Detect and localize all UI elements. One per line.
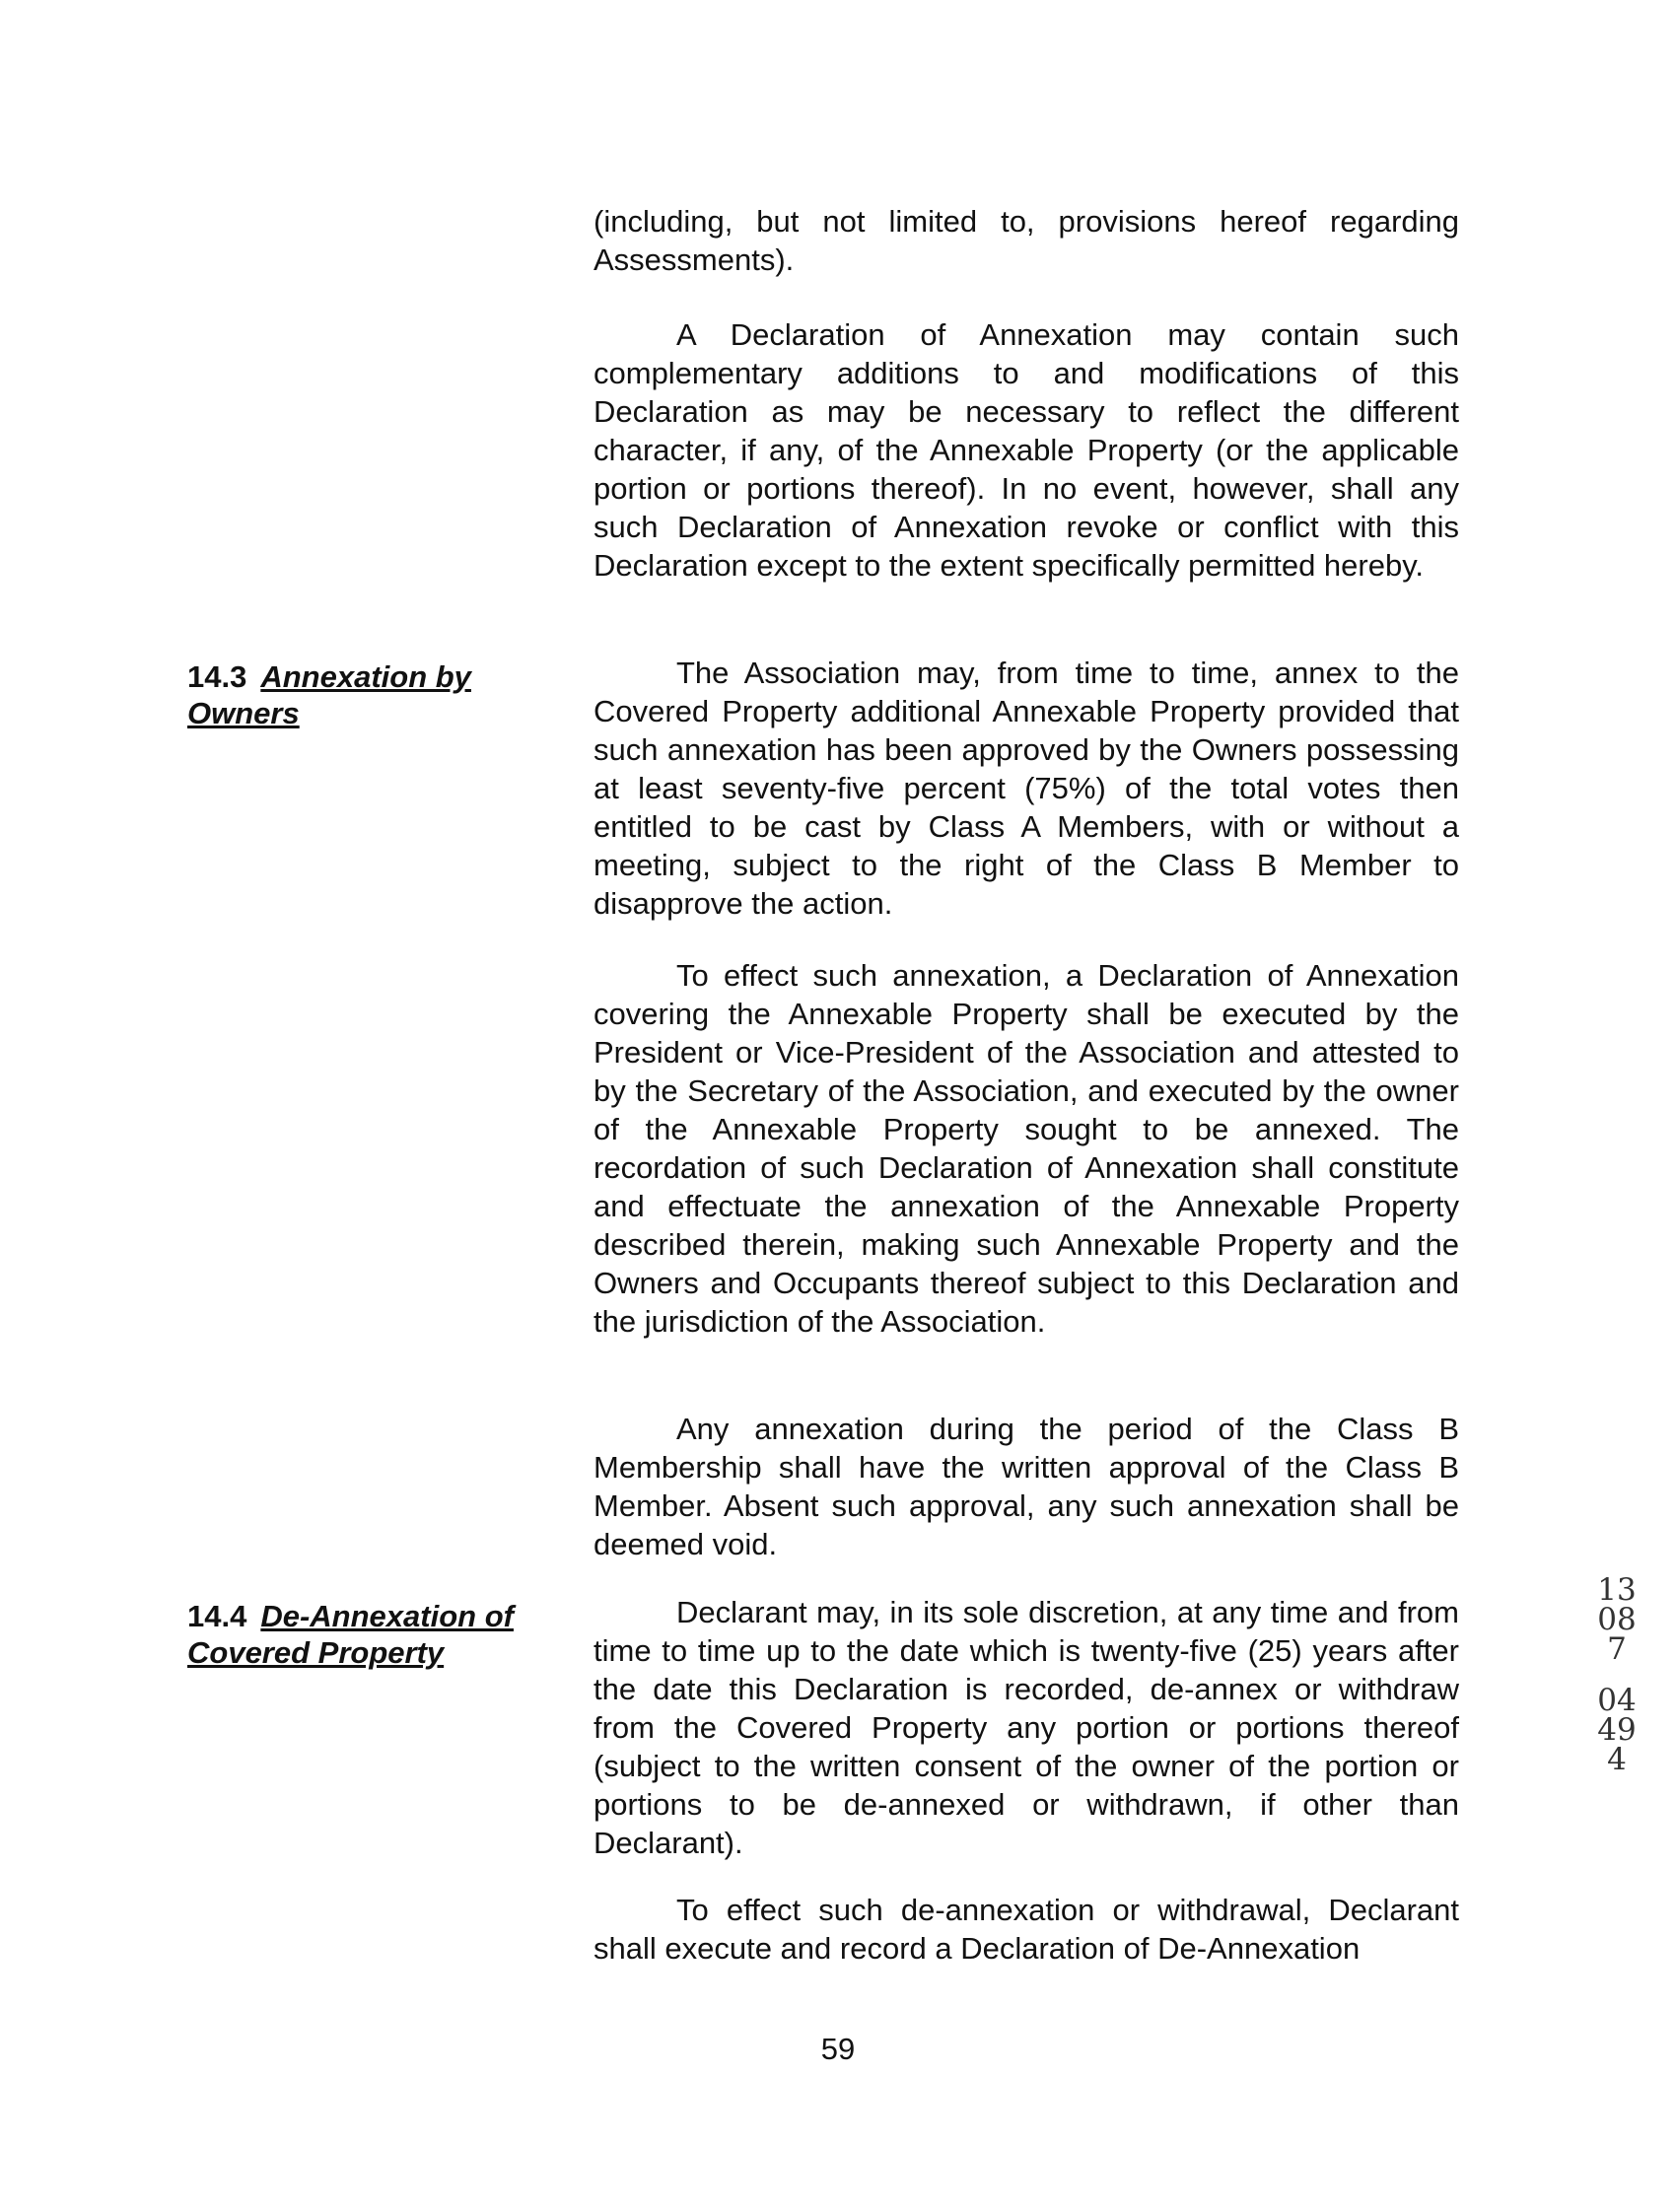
paragraph-annexation-by-owners bbox=[594, 654, 1459, 923]
section-title: De-Annexation of Covered Property bbox=[187, 1599, 514, 1670]
paragraph-effect-de-annexation bbox=[594, 1891, 1459, 1968]
stamp-book-number: 13087 bbox=[1597, 1572, 1637, 1667]
paragraph-text: (including, but not limited to, provisions hereof regarding Assessments). bbox=[594, 204, 1459, 277]
recording-stamp bbox=[1597, 1572, 1637, 1777]
section-heading-14-4 bbox=[187, 1598, 582, 1671]
stamp-page-number: 04494 bbox=[1597, 1683, 1637, 1777]
section-heading-14-3 bbox=[187, 658, 582, 731]
paragraph-text: Declarant may, in its sole discretion, at any time and from time to time up to the date which is twenty-five (25) years after the date this Declaration is recorded, de-annex or withdraw from the Covered Property any portion or portions thereof (subject to the written consent of the owner of the portion or portions to be de-annexed or withdrawn, if other than Declarant). bbox=[594, 1595, 1459, 1860]
paragraph-text: To effect such annexation, a Declaration of Annexation covering the Annexable Property shall be executed by the President or Vice-President of the Association and attested to by the Secretary of the Association, and executed by the owner of the Annexable Property sought to be annexed. The recordation of such Declaration of Annexation shall constitute and effectuate the annexation of the Annexable Property described therein, making such Annexable Property and the Owners and Occupants thereof subject to this Declaration and the jurisdiction of the Association. bbox=[594, 958, 1459, 1339]
paragraph-de-annexation bbox=[594, 1593, 1459, 1862]
section-title: Annexation by Owners bbox=[187, 659, 471, 730]
page-number: 59 bbox=[820, 2032, 856, 2066]
paragraph-text: Any annexation during the period of the Class B Membership shall have the written approval of the Class B Member. Absent such approval, any such annexation shall be deemed void. bbox=[594, 1412, 1459, 1561]
section-number: 14.3 bbox=[187, 659, 247, 694]
paragraph-text: The Association may, from time to time, annex to the Covered Property additional Annexable Property provided that such annexation has been approved by the Owners possessing at least seventy-five percent (75%) of the total votes then entitled to be cast by Class A Members, with or without a meeting, subject to the right of the Class B Member to disapprove the action. bbox=[594, 656, 1459, 921]
paragraph-class-b-approval bbox=[594, 1410, 1459, 1563]
paragraph-annexation-declaration bbox=[594, 315, 1459, 585]
paragraph-text: To effect such de-annexation or withdrawal, Declarant shall execute and record a Declaration of De-Annexation bbox=[594, 1893, 1459, 1966]
paragraph-effect-annexation bbox=[594, 956, 1459, 1341]
section-number: 14.4 bbox=[187, 1599, 247, 1633]
paragraph-text: A Declaration of Annexation may contain such complementary additions to and modifications of this Declaration as may be necessary to reflect the different character, if any, of the Annexable Property (or the applicable portion or portions thereof). In no event, however, shall any such Declaration of Annexation revoke or conflict with this Declaration except to the extent specifically permitted hereby. bbox=[594, 317, 1459, 583]
paragraph-continuation bbox=[594, 202, 1459, 279]
